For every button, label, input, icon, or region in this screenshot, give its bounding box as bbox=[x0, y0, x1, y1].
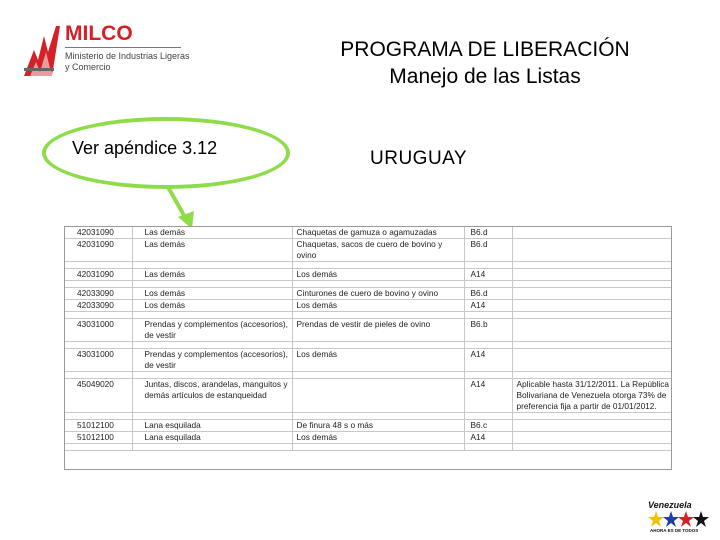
title-line2: Manejo de las Listas bbox=[389, 65, 581, 88]
category-cell: B6.b bbox=[464, 319, 512, 342]
category-cell: A14 bbox=[464, 432, 512, 444]
table-row bbox=[65, 379, 672, 413]
category-cell: A14 bbox=[464, 300, 512, 312]
code-cell bbox=[65, 262, 132, 269]
note-cell bbox=[512, 239, 672, 262]
code-cell bbox=[65, 413, 132, 420]
detail-cell: Los demás bbox=[292, 349, 464, 372]
code-cell bbox=[65, 342, 132, 349]
note-cell bbox=[512, 227, 672, 239]
description-cell: Prendas y complementos (accesorios), de vestir bbox=[132, 319, 292, 342]
code-cell: 51012100 bbox=[65, 432, 132, 444]
table-row bbox=[65, 349, 672, 372]
detail-cell bbox=[292, 342, 464, 349]
callout-text: Ver apéndice 3.12 bbox=[72, 138, 218, 158]
title-line1: PROGRAMA DE LIBERACIÓN bbox=[340, 38, 630, 61]
table-row bbox=[65, 372, 672, 379]
table-row bbox=[65, 227, 672, 239]
category-cell bbox=[464, 372, 512, 379]
table-row bbox=[65, 262, 672, 269]
table-row bbox=[65, 413, 672, 420]
category-cell: B6.c bbox=[464, 420, 512, 432]
milco-emblem-icon bbox=[22, 22, 64, 78]
description-cell bbox=[132, 444, 292, 451]
note-cell bbox=[512, 288, 672, 300]
code-cell: 43031000 bbox=[65, 349, 132, 372]
logo-divider bbox=[65, 47, 181, 48]
description-cell: Lana esquilada bbox=[132, 420, 292, 432]
table-row bbox=[65, 239, 672, 262]
note-cell bbox=[512, 372, 672, 379]
code-cell bbox=[65, 372, 132, 379]
category-cell bbox=[464, 312, 512, 319]
code-cell: 42031090 bbox=[65, 239, 132, 262]
detail-cell: Chaquetas, sacos de cuero de bovino y ovino bbox=[292, 239, 464, 262]
note-cell bbox=[512, 432, 672, 444]
code-cell: 43031000 bbox=[65, 319, 132, 342]
category-cell: A14 bbox=[464, 379, 512, 413]
note-cell bbox=[512, 312, 672, 319]
note-cell bbox=[512, 444, 672, 451]
category-cell bbox=[464, 413, 512, 420]
category-cell: B6.d bbox=[464, 239, 512, 262]
description-cell: Los demás bbox=[132, 300, 292, 312]
detail-cell bbox=[292, 379, 464, 413]
category-cell: B6.d bbox=[464, 288, 512, 300]
category-cell bbox=[464, 281, 512, 288]
note-cell: Aplicable hasta 31/12/2011. La República Bolivariana de Venezuela otorga 73% de preferencia fija a partir de 01/01/2012. bbox=[512, 379, 672, 413]
note-cell bbox=[512, 262, 672, 269]
venezuela-logo-name: Venezuela bbox=[648, 500, 692, 510]
table-row bbox=[65, 319, 672, 342]
table-row bbox=[65, 312, 672, 319]
table-row bbox=[65, 288, 672, 300]
note-cell bbox=[512, 349, 672, 372]
table-row bbox=[65, 420, 672, 432]
code-cell bbox=[65, 312, 132, 319]
code-cell: 42033090 bbox=[65, 288, 132, 300]
venezuela-logo-tagline: AHORA ES DE TODOS bbox=[650, 528, 699, 533]
venezuela-logo bbox=[644, 500, 712, 536]
description-cell: Las demás bbox=[132, 239, 292, 262]
detail-cell bbox=[292, 444, 464, 451]
code-cell: 51012100 bbox=[65, 420, 132, 432]
code-cell: 42031090 bbox=[65, 269, 132, 281]
detail-cell bbox=[292, 372, 464, 379]
description-cell bbox=[132, 413, 292, 420]
category-cell: A14 bbox=[464, 269, 512, 281]
detail-cell: Los demás bbox=[292, 300, 464, 312]
table-row bbox=[65, 444, 672, 451]
note-cell bbox=[512, 300, 672, 312]
category-cell: B6.d bbox=[464, 227, 512, 239]
detail-cell: Los demás bbox=[292, 432, 464, 444]
description-cell bbox=[132, 312, 292, 319]
category-cell bbox=[464, 342, 512, 349]
table-row bbox=[65, 269, 672, 281]
page-title bbox=[290, 36, 680, 90]
category-cell bbox=[464, 262, 512, 269]
detail-cell: Cinturones de cuero de bovino y ovino bbox=[292, 288, 464, 300]
description-cell bbox=[132, 281, 292, 288]
tariff-table bbox=[64, 226, 672, 470]
description-cell bbox=[132, 262, 292, 269]
people-stars-icon bbox=[648, 511, 710, 528]
logo-subtitle-line1: Ministerio de Industrias Ligeras bbox=[65, 51, 190, 61]
description-cell: Lana esquilada bbox=[132, 432, 292, 444]
code-cell bbox=[65, 281, 132, 288]
table-row bbox=[65, 300, 672, 312]
code-cell: 42031090 bbox=[65, 227, 132, 239]
note-cell bbox=[512, 413, 672, 420]
detail-cell: Chaquetas de gamuza o agamuzadas bbox=[292, 227, 464, 239]
description-cell: Los demás bbox=[132, 288, 292, 300]
note-cell bbox=[512, 420, 672, 432]
code-cell bbox=[65, 444, 132, 451]
detail-cell: De finura 48 s o más bbox=[292, 420, 464, 432]
description-cell bbox=[132, 342, 292, 349]
detail-cell bbox=[292, 413, 464, 420]
note-cell bbox=[512, 319, 672, 342]
table-row bbox=[65, 342, 672, 349]
category-cell: A14 bbox=[464, 349, 512, 372]
table-row bbox=[65, 281, 672, 288]
detail-cell bbox=[292, 262, 464, 269]
description-cell bbox=[132, 372, 292, 379]
description-cell: Las demás bbox=[132, 269, 292, 281]
logo-name: MILCO bbox=[65, 22, 133, 45]
code-cell: 45049020 bbox=[65, 379, 132, 413]
detail-cell bbox=[292, 312, 464, 319]
detail-cell: Prendas de vestir de pieles de ovino bbox=[292, 319, 464, 342]
logo-subtitle-line2: y Comercio bbox=[65, 62, 111, 72]
category-cell bbox=[464, 444, 512, 451]
note-cell bbox=[512, 269, 672, 281]
milco-logo bbox=[22, 22, 192, 82]
detail-cell: Los demás bbox=[292, 269, 464, 281]
description-cell: Prendas y complementos (accesorios), de vestir bbox=[132, 349, 292, 372]
detail-cell bbox=[292, 281, 464, 288]
table-row bbox=[65, 432, 672, 444]
note-cell bbox=[512, 342, 672, 349]
code-cell: 42033090 bbox=[65, 300, 132, 312]
description-cell: Juntas, discos, arandelas, manguitos y demás artículos de estanqueidad bbox=[132, 379, 292, 413]
note-cell bbox=[512, 281, 672, 288]
description-cell: Las demás bbox=[132, 227, 292, 239]
country-label: URUGUAY bbox=[370, 148, 468, 169]
